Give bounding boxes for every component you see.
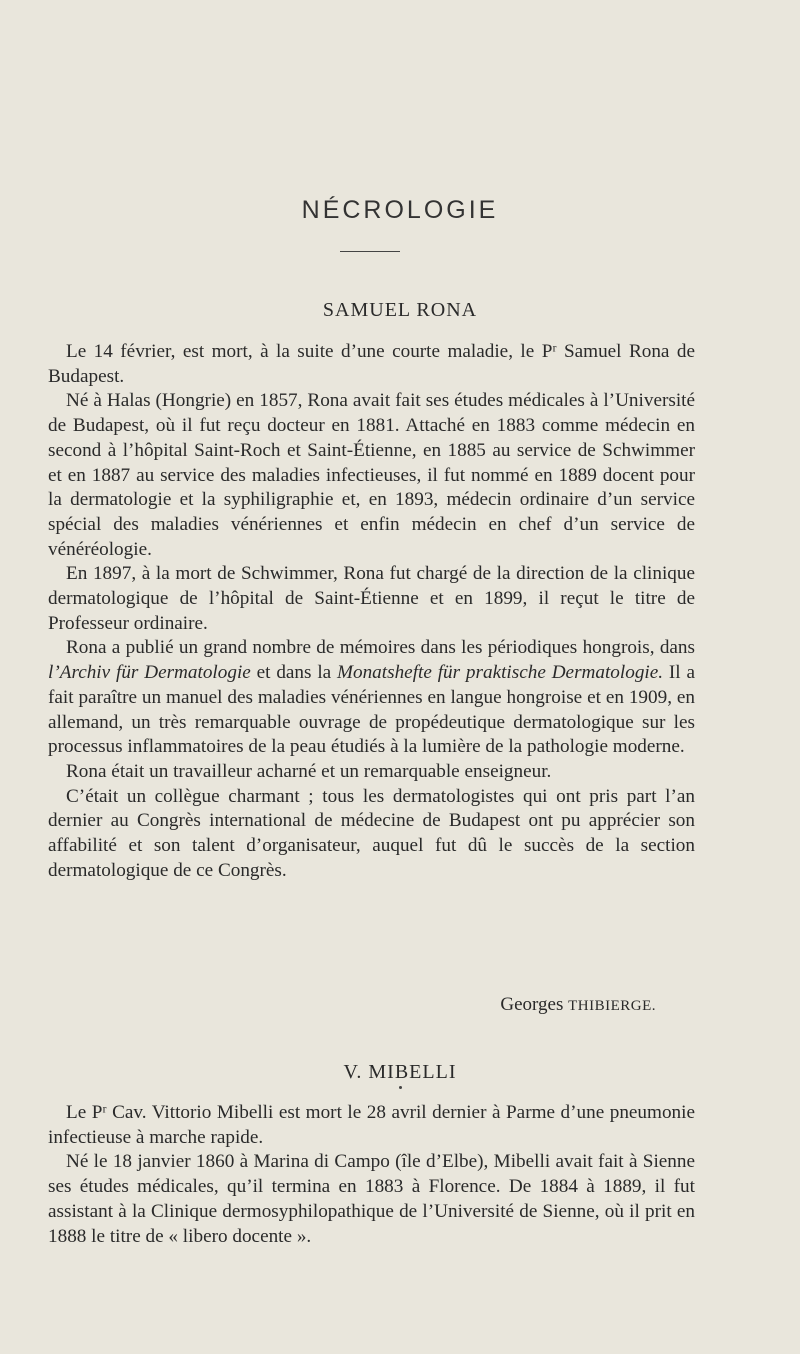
section-title-rona: SAMUEL RONA — [322, 299, 478, 321]
journal-title-monatshefte: Monatshefte für praktische Dermatologie. — [337, 662, 664, 684]
paragraph: Le Pʳ Cav. Vittorio Mibelli est mort le 28 avril dernier à Parme d’une pneumonie infectieuse à marche rapide. — [48, 1102, 695, 1148]
signature-last-name: THIBIERGE. — [568, 998, 656, 1014]
paragraph: C’était un collègue charmant ; tous les dermatologistes qui ont pris part l’an dernier au Congrès international de médecine de Budapest ont pu apprécier son affabilité et son talent d’organisateur, auquel fut dû le succès de la section dermatologique de ce Congrès. — [48, 785, 695, 881]
text-run: Rona a publié un grand nombre de mémoires dans les périodiques hongrois, dans — [66, 637, 695, 659]
section-title-text: V. MIBELLI — [343, 1061, 457, 1083]
section-body-rona — [48, 340, 695, 883]
page-heading: NÉCROLOGIE — [301, 196, 499, 224]
signature — [0, 994, 656, 1016]
paragraph: En 1897, à la mort de Schwimmer, Rona fut chargé de la direction de la clinique dermatologique de l’hôpital de Saint-Étienne et en 1899, il reçut le titre de Professeur ordinaire. — [48, 563, 695, 634]
paragraph: Le 14 février, est mort, à la suite d’une courte maladie, le Pʳ Samuel Rona de Budapest. — [48, 341, 695, 387]
underdot-mark — [399, 1086, 402, 1089]
text-run: et dans la — [250, 662, 338, 684]
section-body-mibelli — [48, 1101, 695, 1249]
paragraph: Né à Halas (Hongrie) en 1857, Rona avait fait ses études médicales à l’Université de Budapest, où il fut reçu docteur en 1881. Attaché en 1883 comme médecin en second à l’hôpital Saint-Roch et Saint-Étienne, en 1885 au service de Schwimmer et en 1887 au service des maladies infectieuses, il fut nommé en 1889 docent pour la dermatologie et la syphiligraphie et, en 1893, médecin ordinaire d’un service spécial des maladies vénériennes et enfin médecin en chef d’un service de vénéréologie. — [48, 390, 695, 560]
journal-title-archiv: l’Archiv für Dermatologie — [48, 662, 251, 684]
heading-divider — [340, 251, 400, 252]
paragraph: Né le 18 janvier 1860 à Marina di Campo (île d’Elbe), Mibelli avait fait à Sienne ses études médicales, qu’il termina en 1883 à Florence. De 1884 à 1889, il fut assistant à la Clinique dermosyphilopathique de l’Université de Sienne, où il prit en 1888 le titre de « libero docente ». — [48, 1151, 695, 1247]
section-title-mibelli — [0, 1061, 800, 1089]
signature-first-name: Georges — [500, 994, 564, 1015]
paragraph — [48, 636, 695, 760]
text-run: Il a fait paraître un manuel des maladies vénériennes en langue hongroise et en 1909, en allemand, un très remarquable ouvrage de propédeutique dermatologique sur les processus inflammatoires de la peau étudiés à la lumière de la pathologie moderne. — [48, 662, 695, 758]
paragraph: Rona était un travailleur acharné et un remarquable enseigneur. — [66, 760, 552, 782]
